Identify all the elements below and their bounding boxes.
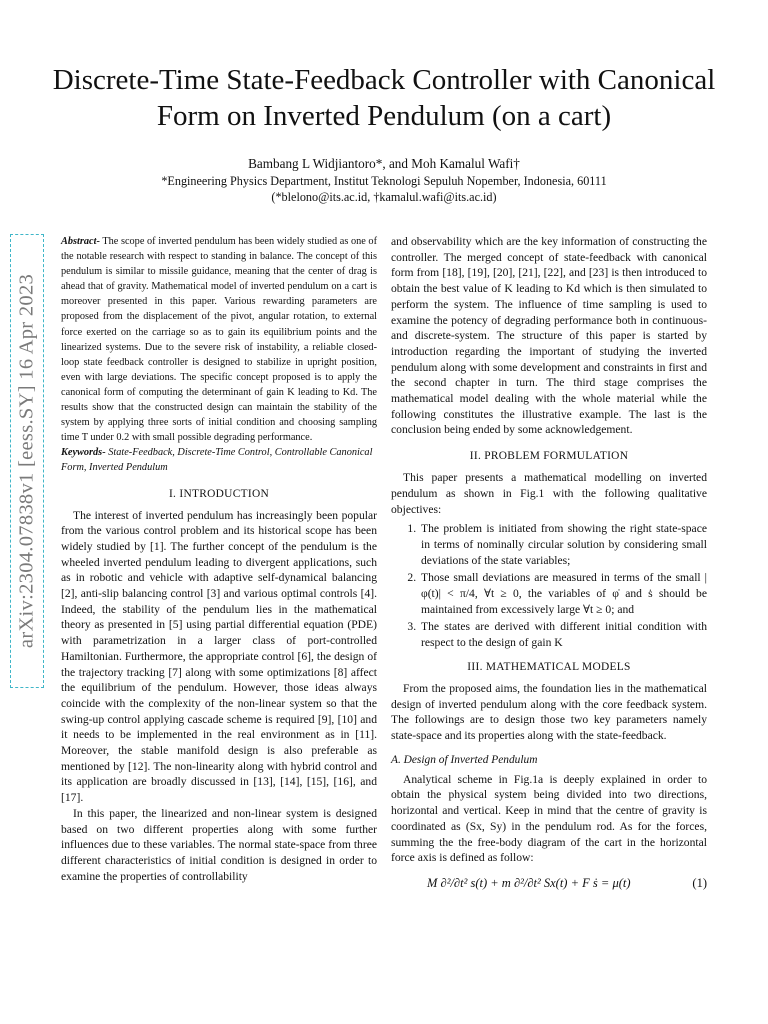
intro-paragraph-2: In this paper, the linearized and non-linear system is designed based on two different properties along with some further influences due to these variables. The normal state-space from three different characteristics of initial condition is designed in order to examine the properties of controllability bbox=[61, 806, 377, 883]
abstract-label: Abstract- bbox=[61, 236, 100, 247]
keywords bbox=[61, 445, 377, 475]
right-column bbox=[391, 234, 707, 902]
objective-item: 3. The states are derived with different initial condition with respect to the design of gain K bbox=[419, 619, 707, 650]
keywords-label: Keywords- bbox=[61, 447, 106, 459]
equation-1 bbox=[391, 870, 707, 902]
affiliation: *Engineering Physics Department, Institut Teknologi Sepuluh Nopember, Indonesia, 60111 bbox=[161, 174, 607, 188]
abstract bbox=[61, 234, 377, 445]
models-intro: From the proposed aims, the foundation lies in the mathematical design of inverted pendulum along with the core feedback system. The followings are to design those two key parameters namely state-space and its properties along with the state-feedback. bbox=[391, 681, 707, 742]
objective-item: 2. Those small deviations are measured in terms of the small |φ(t)| < π/4, ∀t ≥ 0, the variables of φ̇ and ṡ should be maintained from excessively large ∀t ≥ 0; and bbox=[419, 570, 707, 617]
arxiv-stamp[interactable] bbox=[10, 234, 44, 688]
design-paragraph: Analytical scheme in Fig.1a is deeply explained in order to obtain the physical system being divided into two directions, horizontal and vertical. Keep in mind that the centre of gravity is coordinated as (Sx, Sy) in the pendulum rod. As for the forces, summing the the free-body diagram of the cart in the horizontal force axis is defined as follow: bbox=[391, 772, 707, 865]
section-heading-mathematical-models: III. MATHEMATICAL MODELS bbox=[467, 660, 631, 673]
paper-title: Discrete-Time State-Feedback Controller with Canonical Form on Inverted Pendulum (on a cart) bbox=[52, 64, 716, 132]
intro-paragraph-3: and observability which are the key information of constructing the controller. The merged concept of state-feedback with canonical form from [18], [19], [20], [21], [22], and [23] is then introduced to obtain the best value of K leading to Kd which is then simulated to perform the system. The influence of time sampling is used to examine the potency of degrading performance both in continuous- and discrete-system. The structure of this paper is started by introduction regarding the important of studying the inverted pendulum along with some development and constraints in first and the second chapter in turn. The third stage comprises the mathematical model dealing with the whole material while the following constitutes the illustrative example. The last is the conclusion being ended by some acknowledgement. bbox=[391, 235, 707, 437]
arxiv-id[interactable]: arXiv:2304.07838v1 [eess.SY] 16 Apr 2023 bbox=[15, 273, 38, 649]
problem-intro: This paper presents a mathematical modelling on inverted pendulum as shown in Fig.1 with the following qualitative objectives: bbox=[391, 471, 707, 516]
author-emails: (*blelono@its.ac.id, †kamalul.wafi@its.ac.id) bbox=[271, 190, 497, 204]
section-heading-problem-formulation: II. PROBLEM FORMULATION bbox=[469, 450, 629, 463]
section-heading-introduction: I. INTRODUCTION bbox=[168, 487, 270, 500]
objectives-list bbox=[391, 521, 707, 651]
abstract-text: The scope of inverted pendulum has been widely studied as one of the notable research with respect to standing in balance. The concept of this pendulum is similar to missile guidance, meaning that the center of drag is ahead that of gravity. Mathematical model of inverted pendulum on a cart is moreover presented in this paper. Various rewarding parameters are proposed from the displacement of the pivot, angular rotation, to external force exerted on the carriage so as to gain its equilibrium points and the linearized systems. Due to the severe risk of instability, a reliable closed-loop state feedback controller is designed to stabilize in upright position, even with large deviations. The specific concept proposed is to apply the canonical form of computing the determinant of gain K leading to Kd. The results show that the constructed design can maintain the stability of the system by applying three sorts of initial condition and choosing sampling time T under 0.2 with small possible degrading performance. bbox=[61, 236, 377, 444]
intro-paragraph-1: The interest of inverted pendulum has increasingly been popular from the various control problem and its historical scope has been widely studied by [1]. The further concept of the pendulum is the wheeled inverted pendulum leading to divergent applications, such as in robotic and vehicle with adaptive self-dynamical balancing [2], anti-slip balancing control [3] and various optimal controls [4]. Indeed, the stability of the pendulum lies in the mathematical theory as presented in [5] using partial differential equation (PDE) with parametrization in a larger class of port-controlled Hamiltonian. Furthermore, the appropriate control [6], the design of the trajectory tracking [7] along with some optimizations [8] affect the equilibrium of the pendulum. However, those ideas always coincide with the complexity of the non-linear system so that the swing-up control applying cascade scheme is required [9], [10] and it needs to be implemented in the real environment as in [11]. Moreover, the stable manifold design is also preferable as mentioned by [12]. The non-linearity along with hybrid control and its application are broadly discussed in [13], [14], [15], [16], and [17]. bbox=[61, 508, 377, 805]
keywords-text: State-Feedback, Discrete-Time Control, Controllable Canonical Form, Inverted Pendulum bbox=[61, 447, 373, 474]
subsection-heading: A. Design of Inverted Pendulum bbox=[391, 753, 538, 766]
equation-body: M ∂²/∂t² s(t) + m ∂²/∂t² Sx(t) + F ṡ = μ(t) bbox=[427, 875, 631, 890]
authors: Bambang L Widjiantoro*, and Moh Kamalul Wafi† bbox=[248, 156, 520, 171]
equation-number: (1) bbox=[692, 875, 707, 890]
objective-item: 1. The problem is initiated from showing the right state-space in terms of nominally circular solution by considering small deviations of the state variables; bbox=[419, 521, 707, 568]
left-column bbox=[61, 234, 377, 884]
